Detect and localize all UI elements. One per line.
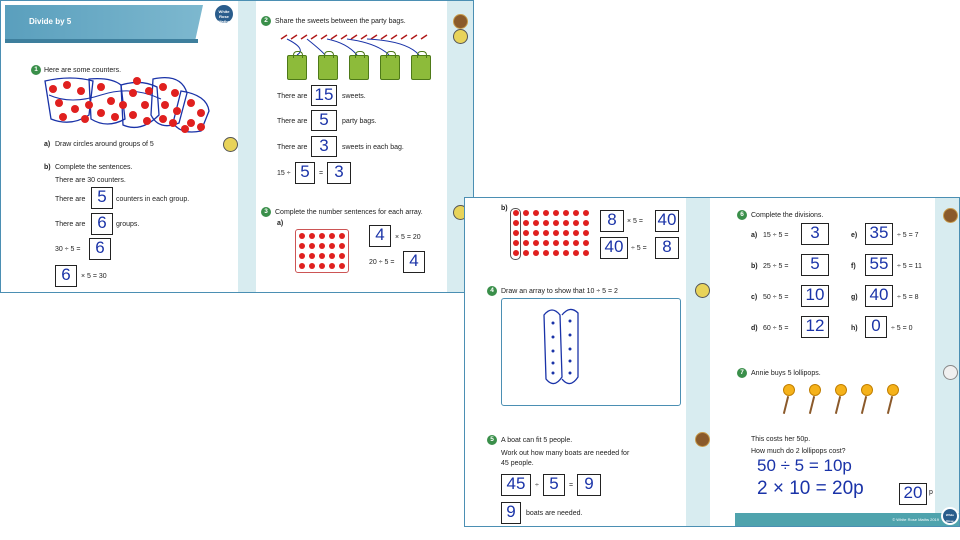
cup-icon xyxy=(943,365,958,380)
part-text: Complete the sentences. xyxy=(55,164,133,171)
sentence-prefix: There are xyxy=(55,196,86,203)
array-dot xyxy=(329,253,335,259)
part-label: b) xyxy=(751,263,758,270)
answer-box[interactable] xyxy=(655,237,679,259)
array-dot xyxy=(319,243,325,249)
lollipop xyxy=(861,384,873,396)
counter xyxy=(77,87,85,95)
division-text: ÷ 5 = 8 xyxy=(897,294,919,301)
lollipop xyxy=(887,384,899,396)
drawn-array xyxy=(538,307,598,393)
division-text: ÷ 5 = 0 xyxy=(891,325,913,332)
question-text: Here are some counters. xyxy=(44,67,122,74)
array-dot xyxy=(309,243,315,249)
handwritten-answer: 8 xyxy=(662,237,672,256)
answer-box[interactable] xyxy=(577,474,601,496)
question-number: 4 xyxy=(487,286,497,296)
sentence-suffix: party bags. xyxy=(342,118,377,125)
array-dot xyxy=(319,233,325,239)
part-label: a) xyxy=(44,141,51,148)
array-dot xyxy=(299,233,305,239)
part-label: d) xyxy=(751,325,758,332)
handwritten-working: 2 × 10 = 20p xyxy=(757,478,864,499)
answer-box[interactable] xyxy=(865,316,887,338)
handwritten-answer: 40 xyxy=(657,210,677,229)
cake-icon xyxy=(453,14,468,29)
question-text: Work out how many boats are needed for xyxy=(501,450,630,457)
logo xyxy=(941,507,959,525)
logo-text: White Rose Maths xyxy=(945,513,955,527)
part-label: b) xyxy=(501,205,508,212)
answer-box[interactable] xyxy=(89,238,111,260)
handwritten-answer: 20 xyxy=(903,483,923,502)
sentence-suffix: groups. xyxy=(116,221,140,228)
part-label: a) xyxy=(751,232,758,239)
answer-box[interactable] xyxy=(801,223,829,245)
sentence-prefix: There are xyxy=(277,93,308,100)
counter xyxy=(129,111,137,119)
sentence-suffix: sweets. xyxy=(342,93,366,100)
party-bag xyxy=(380,55,400,80)
handwritten-answer: 10 xyxy=(805,285,825,304)
handwritten-answer: 9 xyxy=(506,502,516,521)
question-number: 3 xyxy=(261,207,271,217)
answer-box[interactable] xyxy=(91,213,113,235)
counter xyxy=(141,101,149,109)
party-bag xyxy=(349,55,369,80)
handwritten-answer: 4 xyxy=(409,251,419,270)
handwritten-answer: 40 xyxy=(604,237,624,256)
answer-box[interactable] xyxy=(327,162,351,184)
page-gutter xyxy=(238,1,256,293)
counter xyxy=(169,119,177,127)
handwritten-answer: 3 xyxy=(319,136,329,155)
handwritten-answer: 9 xyxy=(584,474,594,493)
array-dot xyxy=(299,263,305,269)
operator: ÷ xyxy=(535,482,539,489)
pencil-icon xyxy=(695,283,710,298)
sentence-prefix: There are xyxy=(277,144,308,151)
array-dot xyxy=(319,253,325,259)
lollipop-stick xyxy=(861,396,867,414)
counter xyxy=(49,85,57,93)
handwritten-answer: 15 xyxy=(314,85,334,104)
array-dots xyxy=(512,208,596,260)
equation: 20 ÷ 5 = xyxy=(369,259,395,266)
page-gutter xyxy=(686,198,710,527)
array-dot xyxy=(339,243,345,249)
question-text: Draw an array to show that 10 ÷ 5 = 2 xyxy=(501,288,618,295)
counter xyxy=(81,115,89,123)
unit-label: p xyxy=(929,489,933,496)
counter xyxy=(181,125,189,133)
party-bag xyxy=(287,55,307,80)
counter xyxy=(55,99,63,107)
answer-box[interactable] xyxy=(801,254,829,276)
array-dot xyxy=(299,243,305,249)
question-text: Complete the divisions. xyxy=(751,212,824,219)
answer-box[interactable] xyxy=(311,136,337,157)
part-label: g) xyxy=(851,294,858,301)
answer-box[interactable] xyxy=(865,223,893,245)
array-dot xyxy=(339,233,345,239)
logo-text: White Rose Maths xyxy=(218,9,230,24)
page-title: Divide by 5 xyxy=(29,17,72,26)
copyright-text: © White Rose Maths 2019 xyxy=(892,517,939,522)
answer-box[interactable] xyxy=(865,254,893,276)
part-label: f) xyxy=(851,263,856,270)
answer-box[interactable] xyxy=(311,110,337,131)
lollipop xyxy=(809,384,821,396)
handwritten-answer: 8 xyxy=(607,210,617,229)
sentence-suffix: boats are needed. xyxy=(526,510,583,517)
answer-box[interactable] xyxy=(501,474,531,496)
counter xyxy=(107,97,115,105)
question-text: A boat can fit 5 people. xyxy=(501,437,573,444)
answer-box[interactable] xyxy=(311,85,337,106)
answer-box[interactable] xyxy=(865,285,893,307)
handwritten-answer: 45 xyxy=(506,474,526,493)
sentence-prefix: There are xyxy=(55,221,86,228)
division-text: 25 ÷ 5 = xyxy=(763,263,789,270)
array-dot xyxy=(309,263,315,269)
party-bag xyxy=(411,55,431,80)
handwritten-answer: 3 xyxy=(334,162,344,181)
handwritten-answer: 0 xyxy=(871,316,881,335)
handwritten-answer: 6 xyxy=(61,265,71,284)
part-label: a) xyxy=(277,220,284,227)
answer-box[interactable] xyxy=(899,483,927,505)
question-number: 7 xyxy=(737,368,747,378)
counter xyxy=(187,99,195,107)
handwritten-answer: 12 xyxy=(805,316,825,335)
division-text: 60 ÷ 5 = xyxy=(763,325,789,332)
handwritten-answer: 6 xyxy=(97,213,107,232)
equation: × 5 = 30 xyxy=(81,273,107,280)
answer-box[interactable] xyxy=(55,265,77,287)
question-text: Complete the number sentences for each array. xyxy=(275,209,423,216)
worksheet-page-1 xyxy=(0,0,474,293)
counter xyxy=(159,115,167,123)
counter xyxy=(145,87,153,95)
answer-box[interactable] xyxy=(501,502,521,524)
counter xyxy=(159,83,167,91)
sentence-prefix: There are xyxy=(277,118,308,125)
lollipop-stick xyxy=(835,396,841,414)
logo xyxy=(213,3,235,25)
lollipop-stick xyxy=(887,396,893,414)
sentence-suffix: sweets in each bag. xyxy=(342,144,404,151)
answer-box[interactable] xyxy=(91,187,113,209)
handwritten-answer: 5 xyxy=(300,162,310,181)
equation-operator: × 5 = xyxy=(627,218,643,225)
title-banner-underline xyxy=(5,39,198,43)
question-text: Share the sweets between the party bags. xyxy=(275,18,406,25)
counter xyxy=(85,101,93,109)
answer-box[interactable] xyxy=(295,162,315,184)
counter xyxy=(129,89,137,97)
worksheet-page-2 xyxy=(464,197,960,527)
array-dot xyxy=(299,253,305,259)
equation-operator: ÷ 5 = xyxy=(631,245,647,252)
array-dot xyxy=(309,253,315,259)
counter xyxy=(161,101,169,109)
counter xyxy=(197,109,205,117)
lollipop xyxy=(783,384,795,396)
array-dot xyxy=(339,263,345,269)
part-text: Draw circles around groups of 5 xyxy=(55,141,154,148)
array-dot xyxy=(329,243,335,249)
answer-box[interactable] xyxy=(369,225,391,247)
question-text: Annie buys 5 lollipops. xyxy=(751,370,821,377)
pencil-icon xyxy=(223,137,238,152)
dot-array xyxy=(295,229,349,273)
counter xyxy=(173,107,181,115)
question-number: 2 xyxy=(261,16,271,26)
division-text: ÷ 5 = 7 xyxy=(897,232,919,239)
question-text: How much do 2 lollipops cost? xyxy=(751,448,846,455)
question-text: 45 people. xyxy=(501,460,534,467)
counter xyxy=(119,101,127,109)
equation-prefix: 15 ÷ xyxy=(277,170,291,177)
equation: × 5 = 20 xyxy=(395,234,421,241)
answer-box[interactable] xyxy=(543,474,565,496)
part-label: b) xyxy=(44,164,51,171)
question-number: 1 xyxy=(31,65,41,75)
question-text: This costs her 50p. xyxy=(751,436,811,443)
part-label: e) xyxy=(851,232,858,239)
array-dot xyxy=(329,233,335,239)
array-dot xyxy=(309,233,315,239)
party-bag xyxy=(318,55,338,80)
counter xyxy=(133,77,141,85)
sentence: There are 30 counters. xyxy=(55,177,126,184)
cake-icon xyxy=(695,432,710,447)
footer-bar xyxy=(735,513,960,527)
counter xyxy=(59,113,67,121)
handwritten-answer: 6 xyxy=(95,238,105,257)
handwritten-working: 50 ÷ 5 = 10p xyxy=(757,456,852,475)
division-text: 50 ÷ 5 = xyxy=(763,294,789,301)
drawing-area[interactable] xyxy=(501,298,681,406)
part-label: h) xyxy=(851,325,858,332)
pencil-icon xyxy=(453,29,468,44)
handwritten-answer: 40 xyxy=(869,285,889,304)
counter xyxy=(63,81,71,89)
handwritten-answer: 4 xyxy=(375,225,385,244)
answer-box[interactable] xyxy=(655,210,679,232)
handwritten-answer: 55 xyxy=(869,254,889,273)
answer-box[interactable] xyxy=(403,251,425,273)
question-number: 5 xyxy=(487,435,497,445)
part-label: c) xyxy=(751,294,758,301)
array-dot xyxy=(339,253,345,259)
counters-area xyxy=(41,75,216,137)
equals-sign: = xyxy=(319,170,324,177)
lollipop-stick xyxy=(809,396,815,414)
counter xyxy=(71,105,79,113)
handwritten-answer: 5 xyxy=(549,474,559,493)
handwritten-answer: 3 xyxy=(810,223,820,242)
handwritten-answer: 5 xyxy=(810,254,820,273)
division-text: 15 ÷ 5 = xyxy=(763,232,789,239)
array-dot xyxy=(329,263,335,269)
counter xyxy=(171,89,179,97)
answer-box[interactable] xyxy=(600,237,628,259)
array-dot xyxy=(319,263,325,269)
question-number: 6 xyxy=(737,210,747,220)
counter xyxy=(197,123,205,131)
handwritten-answer: 5 xyxy=(97,187,107,206)
counter xyxy=(97,109,105,117)
operator: = xyxy=(569,482,574,489)
counter xyxy=(143,117,151,125)
sentence-suffix: counters in each group. xyxy=(116,196,190,203)
answer-box[interactable] xyxy=(801,316,829,338)
lollipop xyxy=(835,384,847,396)
handwritten-answer: 35 xyxy=(869,223,889,242)
cake-icon xyxy=(943,208,958,223)
answer-box[interactable] xyxy=(801,285,829,307)
equation: 30 ÷ 5 = xyxy=(55,246,81,253)
counter xyxy=(97,83,105,91)
division-text: ÷ 5 = 11 xyxy=(897,263,922,270)
answer-box[interactable] xyxy=(600,210,624,232)
lollipop-stick xyxy=(783,396,789,414)
dot-array xyxy=(512,208,596,260)
page-margin-right xyxy=(935,198,960,527)
counter xyxy=(111,113,119,121)
handwritten-answer: 5 xyxy=(319,110,329,129)
